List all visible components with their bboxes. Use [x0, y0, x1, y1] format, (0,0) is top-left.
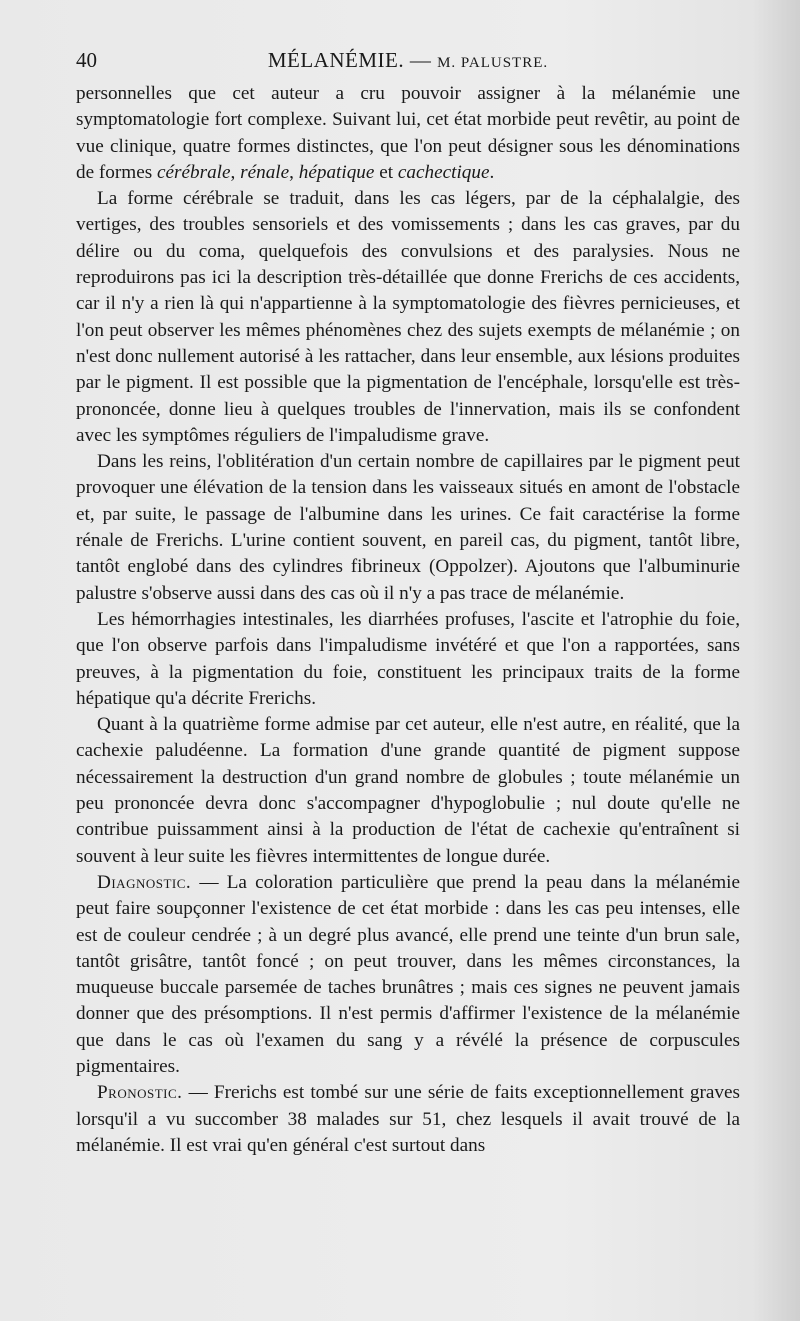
- section-heading-pronostic: Pronostic.: [97, 1082, 183, 1104]
- page-number: 40: [76, 48, 97, 72]
- separator: .: [489, 161, 495, 183]
- paragraph-forme-hepatique: Les hémorrhagies intestinales, les diarrhées profuses, l'ascite et l'atrophie du foie, que l'on observe parfois dans l'impaludisme invétéré et que l'on a rapportées, sans preuves, à la pigmentation du foie, constituent les principaux traits de la forme hépatique qu'a décrite Frerichs.: [76, 608, 740, 709]
- form-hepatique: hépatique: [298, 161, 375, 183]
- paragraph-diagnostic: [76, 870, 740, 1080]
- form-renale: rénale: [240, 161, 290, 183]
- paragraph-text: — La coloration particulière que prend la peau dans la mélanémie peut faire soupçonner l'existence de cet état morbide : dans les cas peu intenses, elle est de couleur cendrée ; à un degré plus avancé, elle prend une teinte d'un brun sale, tantôt grisâtre, tantôt foncé ; on peut trouver, dans les mêmes circonstances, la muqueuse buccale parsemée de taches brunâtres ; mais ces signes ne peuvent jamais donner que des présomptions. Il n'est permis d'affirmer l'existence de la mélanémie que dans le cas où l'examen du sang y a révélé la présence de corpuscules pigmentaires.: [76, 871, 740, 1077]
- separator: et: [374, 161, 398, 183]
- running-head-title: MÉLANÉMIE.: [267, 48, 405, 72]
- section-heading-diagnostic: Diagnostic.: [97, 871, 192, 893]
- paragraph-text: — Frerichs est tombé sur une série de faits exceptionnellement graves lorsqu'il a vu succomber 38 malades sur 51, chez lesquels il avait trouvé de la mélanémie. Il est vrai qu'en général c'est surtout dans: [76, 1082, 740, 1156]
- separator: ,: [289, 161, 299, 183]
- running-head-author: M. PALUSTRE.: [437, 55, 549, 71]
- running-head-dash: —: [409, 48, 432, 72]
- page-header: [76, 44, 740, 76]
- paragraph-forme-cerebrale: La forme cérébrale se traduit, dans les cas légers, par de la céphalalgie, des vertiges, des troubles sensoriels et des vomissements ; dans les cas graves, par du délire ou du coma, quelquefois des convulsions et des paralysies. Nous ne reproduirons pas ici la description très-détaillée que donne Frerichs de ces accidents, car il n'y a rien là qui n'appartienne à la symptomatologie des fièvres pernicieuses, et l'on peut observer les mêmes phénomènes chez des sujets exempts de mélanémie ; on n'est donc nullement autorisé à les rattacher, dans leur ensemble, aux lésions produites par le pigment. Il est possible que la pigmentation de l'encéphale, lorsqu'elle est très-prononcée, donne lieu à quelques troubles de l'innervation, mais ils se confondent avec les symptômes réguliers de l'impaludisme grave.: [76, 188, 740, 446]
- body-text: [76, 81, 740, 1159]
- running-head: [76, 44, 740, 79]
- form-cachectique: cachectique: [397, 161, 490, 183]
- form-cerebrale: cérébrale: [157, 161, 231, 183]
- paragraph-text: personnelles que cet auteur a cru pouvoir assigner à la mélanémie une symptomatologie fort complexe. Suivant lui, cet état morbide peut revêtir, au point de vue clinique, quatre formes distinctes, que l'on peut désigner sous les dénominations de formes: [76, 83, 740, 183]
- paragraph-pronostic: [76, 1080, 740, 1159]
- paragraph-cachexie: Quant à la quatrième forme admise par cet auteur, elle n'est autre, en réalité, que la cachexie paludéenne. La formation d'une grande quantité de pigment suppose nécessairement la destruction d'un grand nombre de globules ; toute mélanémie un peu prononcée devra donc s'accompagner d'hypoglobulie ; nul doute qu'elle ne contribue puissamment ainsi à la production de l'état de cachexie qu'entraînent si souvent à leur suite les fièvres intermittentes de longue durée.: [76, 714, 740, 867]
- paragraph-reins: Dans les reins, l'oblitération d'un certain nombre de capillaires par le pigment peut provoquer une élévation de la tension dans les vaisseaux situés en amont de l'obstacle et, par suite, le passage de l'albumine dans les urines. Ce fait caractérise la forme rénale de Frerichs. L'urine contient souvent, en pareil cas, du pigment, tantôt libre, tantôt englobé dans des cylindres fibrineux (Oppolzer). Ajoutons que l'albuminurie palustre s'observe aussi dans des cas où il n'y a pas trace de mélanémie.: [76, 451, 740, 604]
- separator: ,: [230, 161, 241, 183]
- paragraph-forms-intro: [76, 81, 740, 186]
